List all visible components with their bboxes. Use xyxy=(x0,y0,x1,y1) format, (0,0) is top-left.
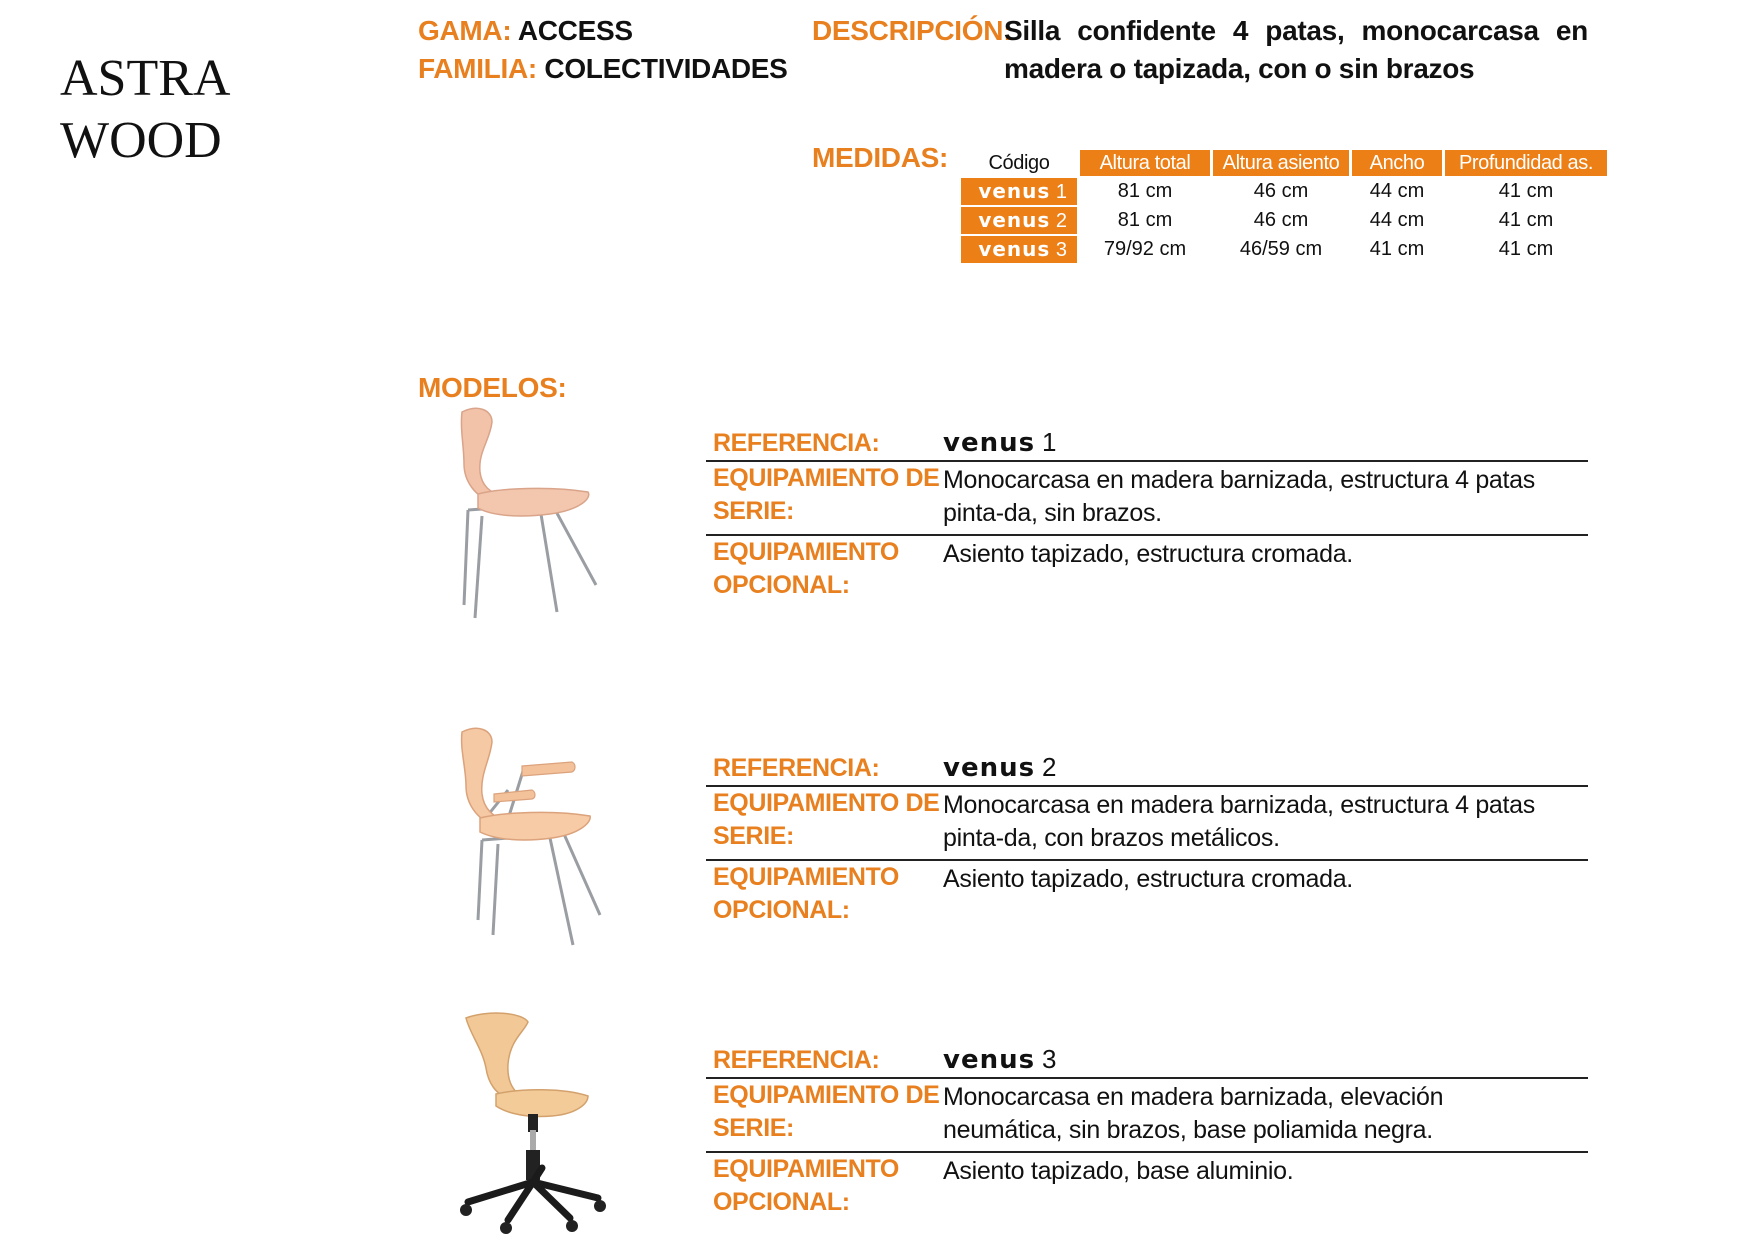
serie-row xyxy=(706,1079,1588,1153)
chair-venus-3-image xyxy=(452,1010,622,1235)
opcional-label-line-1: EQUIPAMIENTO xyxy=(713,863,899,891)
altura-asiento-cell: 46/59 cm xyxy=(1239,238,1323,260)
opcional-row xyxy=(706,861,1588,933)
descripcion-label: DESCRIPCIÓN: xyxy=(812,15,1013,46)
model-venus-1 xyxy=(706,416,1588,608)
medidas-row xyxy=(961,207,1607,234)
profundidad-cell: 41 cm xyxy=(1498,209,1554,231)
serie-value: Monocarcasa en madera barnizada, estructura 4 patas pinta-da, con brazos metálicos. xyxy=(943,791,1535,852)
serie-label xyxy=(706,787,943,859)
opcional-label-line-2: OPCIONAL: xyxy=(713,896,850,924)
code-word: venus xyxy=(978,208,1051,232)
col-profundidad: Profundidad as. xyxy=(1445,150,1607,176)
medidas-table xyxy=(958,148,1610,265)
referencia-row xyxy=(706,741,1588,787)
medidas-code xyxy=(961,207,1077,234)
serie-label xyxy=(706,462,943,534)
referencia-label: REFERENCIA: xyxy=(713,1046,880,1074)
ref-num: 3 xyxy=(1042,1044,1057,1074)
serie-label-line-1: EQUIPAMIENTO DE xyxy=(713,1081,940,1109)
opcional-label xyxy=(706,1153,943,1225)
code-num: 1 xyxy=(1055,181,1067,203)
gama-label: GAMA: xyxy=(418,15,512,46)
medidas-row xyxy=(961,236,1607,263)
referencia-value xyxy=(943,749,1588,785)
serie-value: Monocarcasa en madera barnizada, elevación neumática, sin brazos, base poliamida negra. xyxy=(943,1083,1444,1144)
code-word: venus xyxy=(978,237,1051,261)
profundidad-cell: 41 cm xyxy=(1498,180,1554,202)
opcional-value: Asiento tapizado, estructura cromada. xyxy=(943,865,1353,893)
altura-asiento-cell: 46 cm xyxy=(1253,209,1309,231)
serie-label-line-1: EQUIPAMIENTO DE xyxy=(713,464,940,492)
ref-word: venus xyxy=(943,428,1036,458)
ref-num: 1 xyxy=(1042,427,1057,457)
opcional-row xyxy=(706,536,1588,608)
opcional-label-line-1: EQUIPAMIENTO xyxy=(713,538,899,566)
opcional-label-line-2: OPCIONAL: xyxy=(713,1188,850,1216)
code-num: 3 xyxy=(1055,239,1067,261)
medidas-header-row xyxy=(961,150,1607,176)
altura-asiento-cell: 46 cm xyxy=(1253,180,1309,202)
medidas-code xyxy=(961,236,1077,263)
medidas-label: MEDIDAS: xyxy=(812,142,949,173)
gama-line xyxy=(418,12,633,50)
serie-label-line-2: SERIE: xyxy=(713,822,794,850)
brand-logo xyxy=(60,48,230,172)
opcional-value: Asiento tapizado, estructura cromada. xyxy=(943,540,1353,568)
referencia-row xyxy=(706,416,1588,462)
referencia-value xyxy=(943,424,1588,460)
ancho-cell: 41 cm xyxy=(1369,238,1425,260)
altura-total-cell: 79/92 cm xyxy=(1103,238,1187,260)
col-altura-total: Altura total xyxy=(1080,150,1210,176)
brand-line-2: WOOD xyxy=(60,112,222,169)
opcional-row xyxy=(706,1153,1588,1225)
familia-value: COLECTIVIDADES xyxy=(544,53,788,84)
opcional-value: Asiento tapizado, base aluminio. xyxy=(943,1157,1294,1185)
medidas-code xyxy=(961,178,1077,205)
ref-word: venus xyxy=(943,1045,1036,1075)
col-codigo: Código xyxy=(988,151,1050,174)
serie-row xyxy=(706,787,1588,861)
ancho-cell: 44 cm xyxy=(1369,180,1425,202)
referencia-value xyxy=(943,1041,1588,1077)
opcional-label xyxy=(706,536,943,608)
familia-label: FAMILIA: xyxy=(418,53,537,84)
referencia-label: REFERENCIA: xyxy=(713,429,880,457)
model-venus-2 xyxy=(706,741,1588,933)
descripcion-value: Silla confidente 4 patas, monocarcasa en madera o tapizada, con o sin brazos xyxy=(1004,15,1588,84)
serie-value: Monocarcasa en madera barnizada, estructura 4 patas pinta-da, sin brazos. xyxy=(943,466,1535,527)
serie-row xyxy=(706,462,1588,536)
modelos-label: MODELOS: xyxy=(418,372,567,403)
serie-label-line-2: SERIE: xyxy=(713,497,794,525)
altura-total-cell: 81 cm xyxy=(1117,209,1173,231)
profundidad-cell: 41 cm xyxy=(1498,238,1554,260)
gama-value: ACCESS xyxy=(517,15,633,46)
opcional-label xyxy=(706,861,943,933)
chair-venus-1-image xyxy=(420,400,650,630)
code-word: venus xyxy=(978,179,1051,203)
familia-line xyxy=(418,50,788,88)
model-venus-3 xyxy=(706,1033,1588,1225)
code-num: 2 xyxy=(1055,210,1067,232)
ref-num: 2 xyxy=(1042,752,1057,782)
brand-line-1: ASTRA xyxy=(60,50,231,107)
col-altura-asiento: Altura asiento xyxy=(1213,150,1349,176)
serie-label-line-2: SERIE: xyxy=(713,1114,794,1142)
opcional-label-line-1: EQUIPAMIENTO xyxy=(713,1155,899,1183)
opcional-label-line-2: OPCIONAL: xyxy=(713,571,850,599)
chair-venus-2-image xyxy=(440,720,640,950)
referencia-row xyxy=(706,1033,1588,1079)
serie-label xyxy=(706,1079,943,1151)
referencia-label: REFERENCIA: xyxy=(713,754,880,782)
altura-total-cell: 81 cm xyxy=(1117,180,1173,202)
serie-label-line-1: EQUIPAMIENTO DE xyxy=(713,789,940,817)
col-ancho: Ancho xyxy=(1352,150,1442,176)
medidas-row xyxy=(961,178,1607,205)
ancho-cell: 44 cm xyxy=(1369,209,1425,231)
ref-word: venus xyxy=(943,753,1036,783)
